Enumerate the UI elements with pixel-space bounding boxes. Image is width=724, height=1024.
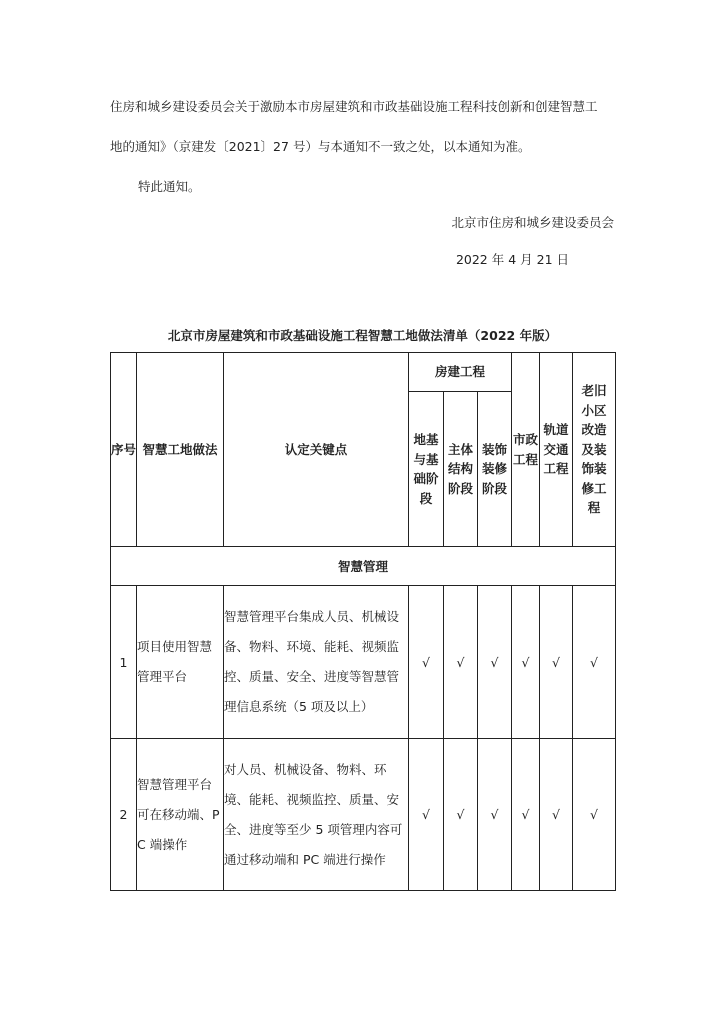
check-foundation: √ <box>409 586 444 739</box>
notice-closing: 特此通知。 <box>138 179 201 194</box>
header-method: 智慧工地做法 <box>137 353 224 547</box>
row-method: 智慧管理平台可在移动端、PC 端操作 <box>137 739 224 891</box>
issue-date: 2022 年 4 月 21 日 <box>455 252 569 267</box>
check-rail: √ <box>540 586 573 739</box>
check-municipal: √ <box>512 739 540 891</box>
header-structure: 主体结构阶段 <box>444 392 478 547</box>
row-method: 项目使用智慧管理平台 <box>137 586 224 739</box>
check-municipal: √ <box>512 586 540 739</box>
header-key-points: 认定关键点 <box>224 353 409 547</box>
check-renovation: √ <box>573 586 616 739</box>
header-foundation: 地基与基础阶段 <box>409 392 444 547</box>
header-municipal: 市政工程 <box>512 353 540 547</box>
check-foundation: √ <box>409 739 444 891</box>
header-building-group: 房建工程 <box>409 353 512 392</box>
row-key-points: 智慧管理平台集成人员、机械设备、物料、环境、能耗、视频监控、质量、安全、进度等智慧管理信息系统（5 项及以上） <box>224 586 409 739</box>
header-decoration: 装饰装修阶段 <box>478 392 512 547</box>
check-structure: √ <box>444 739 478 891</box>
row-seq: 2 <box>111 739 137 891</box>
header-renovation: 老旧小区改造及装饰装修工程 <box>573 353 616 547</box>
smart-site-table <box>110 352 616 891</box>
check-structure: √ <box>444 586 478 739</box>
table-title: 北京市房屋建筑和市政基础设施工程智慧工地做法清单（2022 年版） <box>167 328 558 343</box>
check-rail: √ <box>540 739 573 891</box>
row-seq: 1 <box>111 586 137 739</box>
header-seq: 序号 <box>111 353 137 547</box>
header-rail: 轨道交通工程 <box>540 353 573 547</box>
row-key-points: 对人员、机械设备、物料、环境、能耗、视频监控、质量、安全、进度等至少 5 项管理内容可通过移动端和 PC 端进行操作 <box>224 739 409 891</box>
check-decoration: √ <box>478 739 512 891</box>
notice-paragraph-line-2: 地的通知》（京建发〔2021〕27 号）与本通知不一致之处，以本通知为准。 <box>110 139 531 154</box>
table-row <box>111 739 616 891</box>
issuer-signature: 北京市住房和城乡建设委员会 <box>451 215 614 230</box>
notice-paragraph-line-1: 住房和城乡建设委员会关于激励本市房屋建筑和市政基础设施工程科技创新和创建智慧工 <box>110 99 598 114</box>
table-row <box>111 586 616 739</box>
section-row: 智慧管理 <box>111 547 616 586</box>
check-decoration: √ <box>478 586 512 739</box>
check-renovation: √ <box>573 739 616 891</box>
